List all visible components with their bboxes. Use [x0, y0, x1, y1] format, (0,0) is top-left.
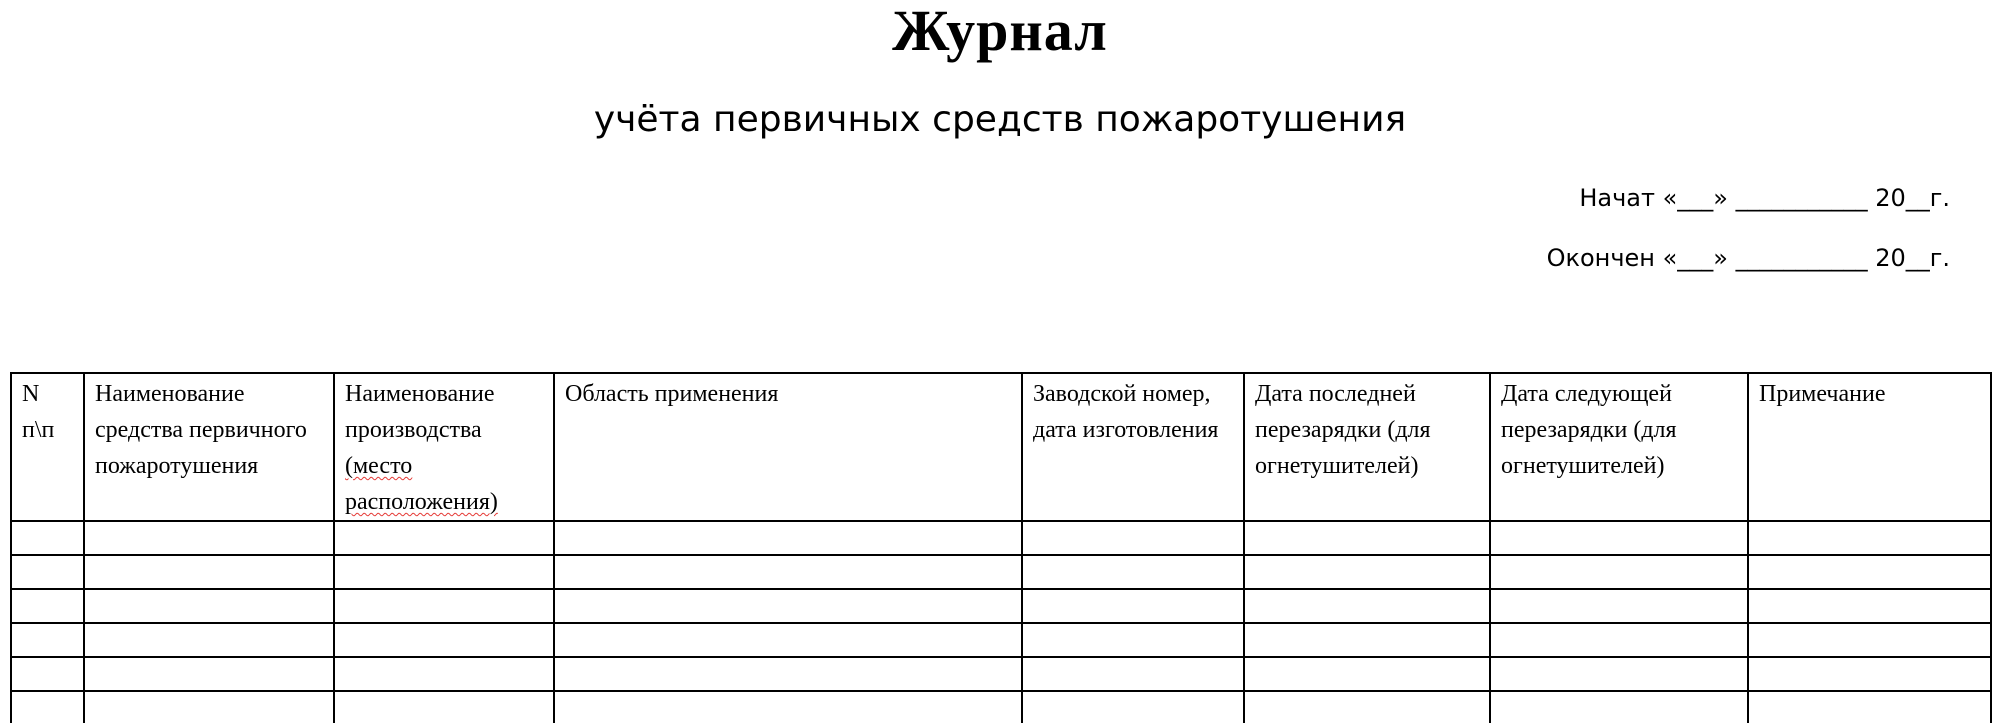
col-header-last-recharge: Дата последней перезарядки (для огнетушителей): [1244, 373, 1490, 521]
header-row: [11, 373, 1991, 521]
table-row: [11, 555, 1991, 589]
start-date-line: Начат «___» ___________ 20__г.: [1579, 184, 1950, 212]
col-header-equipment-name: Наименование средства первичного пожаротушения: [84, 373, 334, 521]
col-header-production-location: (место расположения): [345, 453, 498, 515]
table-row: [11, 691, 1991, 723]
col-header-note: Примечание: [1748, 373, 1991, 521]
col-header-number: N п\п: [11, 373, 84, 521]
table-row: [11, 657, 1991, 691]
table-row: [11, 623, 1991, 657]
end-date-line: Окончен «___» ___________ 20__г.: [1546, 244, 1950, 272]
table-row: [11, 589, 1991, 623]
document-title: Журнал: [892, 0, 1108, 63]
col-header-application-area: Область применения: [554, 373, 1022, 521]
journal-table: [10, 372, 1992, 723]
table-row: [11, 521, 1991, 555]
col-header-production-name: [334, 373, 554, 521]
col-header-serial-date: Заводской номер, дата изготовления: [1022, 373, 1244, 521]
col-header-production-name-text: Наименование производства: [345, 381, 495, 443]
col-header-next-recharge: Дата следующей перезарядки (для огнетушителей): [1490, 373, 1748, 521]
document-subtitle: учёта первичных средств пожаротушения: [593, 99, 1407, 140]
